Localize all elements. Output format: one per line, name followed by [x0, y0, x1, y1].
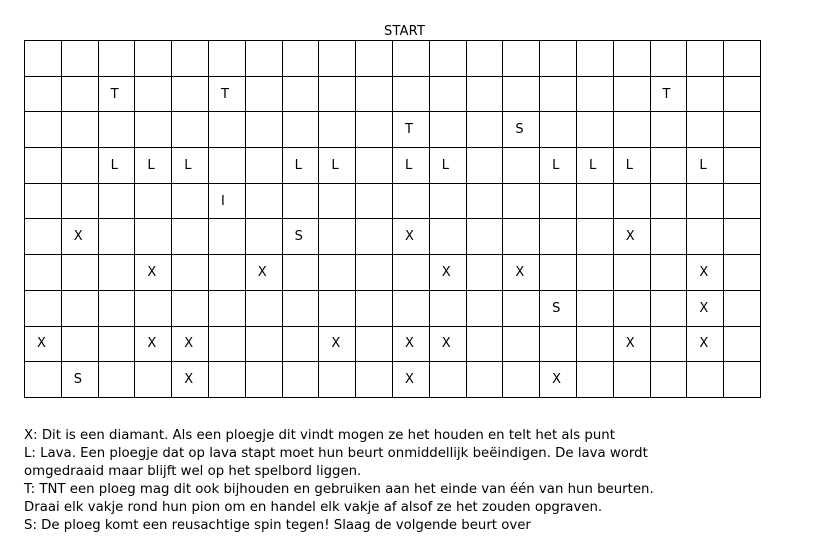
diamond-cell[interactable]: X [687, 290, 724, 326]
empty-cell[interactable] [392, 183, 429, 219]
empty-cell[interactable] [724, 183, 761, 219]
board-row [25, 362, 761, 398]
empty-cell[interactable] [687, 76, 724, 112]
empty-cell[interactable] [245, 112, 282, 148]
empty-cell[interactable] [319, 290, 356, 326]
empty-cell[interactable] [392, 41, 429, 77]
tnt-cell[interactable]: T [98, 76, 135, 112]
empty-cell[interactable] [429, 112, 466, 148]
board-row [25, 41, 761, 77]
empty-cell[interactable] [724, 76, 761, 112]
empty-cell[interactable] [466, 41, 503, 77]
empty-cell[interactable] [61, 326, 98, 362]
lava-cell[interactable]: L [135, 148, 172, 184]
empty-cell[interactable] [245, 41, 282, 77]
empty-cell[interactable] [613, 290, 650, 326]
empty-cell[interactable] [724, 326, 761, 362]
tnt-cell[interactable]: T [208, 76, 245, 112]
legend-line-lava: L: Lava. Een ploegje dat op lava stapt moet hun beurt onmiddellijk beëindigen. De lava wordt [24, 446, 648, 461]
diamond-cell[interactable]: X [613, 326, 650, 362]
empty-cell[interactable] [503, 362, 540, 398]
empty-cell[interactable] [245, 290, 282, 326]
empty-cell[interactable] [208, 112, 245, 148]
empty-cell[interactable] [25, 112, 62, 148]
empty-cell[interactable] [245, 362, 282, 398]
empty-cell[interactable] [172, 112, 209, 148]
empty-cell[interactable] [466, 290, 503, 326]
empty-cell[interactable] [650, 148, 687, 184]
game-board [24, 40, 761, 398]
empty-cell[interactable] [576, 112, 613, 148]
diamond-cell[interactable]: X [687, 255, 724, 291]
empty-cell[interactable] [172, 219, 209, 255]
empty-cell[interactable] [319, 183, 356, 219]
empty-cell[interactable] [282, 112, 319, 148]
empty-cell[interactable] [356, 290, 393, 326]
diamond-cell[interactable]: X [392, 326, 429, 362]
diamond-cell[interactable]: X [687, 326, 724, 362]
empty-cell[interactable] [135, 362, 172, 398]
diamond-cell[interactable]: X [172, 326, 209, 362]
empty-cell[interactable] [650, 112, 687, 148]
empty-cell[interactable] [135, 290, 172, 326]
empty-cell[interactable] [319, 255, 356, 291]
empty-cell[interactable] [613, 362, 650, 398]
empty-cell[interactable] [319, 76, 356, 112]
board-row [25, 290, 761, 326]
empty-cell[interactable] [98, 112, 135, 148]
empty-cell[interactable] [282, 41, 319, 77]
empty-cell[interactable] [503, 41, 540, 77]
empty-cell[interactable] [25, 41, 62, 77]
empty-cell[interactable] [282, 255, 319, 291]
empty-cell[interactable] [724, 290, 761, 326]
empty-cell[interactable] [25, 290, 62, 326]
empty-cell[interactable] [356, 148, 393, 184]
diamond-cell[interactable]: X [613, 219, 650, 255]
empty-cell[interactable] [61, 41, 98, 77]
empty-cell[interactable] [724, 41, 761, 77]
empty-cell[interactable] [135, 219, 172, 255]
empty-cell[interactable] [650, 183, 687, 219]
empty-cell[interactable] [172, 41, 209, 77]
empty-cell[interactable] [650, 326, 687, 362]
empty-cell[interactable] [282, 326, 319, 362]
empty-cell[interactable] [208, 326, 245, 362]
empty-cell[interactable] [282, 183, 319, 219]
empty-cell[interactable] [540, 183, 577, 219]
start-label: START [384, 24, 426, 39]
empty-cell[interactable] [319, 219, 356, 255]
diamond-cell[interactable]: X [540, 362, 577, 398]
empty-cell[interactable] [392, 290, 429, 326]
empty-cell[interactable] [576, 255, 613, 291]
empty-cell[interactable] [613, 41, 650, 77]
legend-line-diamond: X: Dit is een diamant. Als een ploegje dit vindt mogen ze het houden en telt het als punt [24, 428, 615, 443]
diamond-cell[interactable]: X [25, 326, 62, 362]
empty-cell[interactable] [356, 112, 393, 148]
diamond-cell[interactable]: X [172, 362, 209, 398]
marker-cell[interactable]: I [208, 183, 245, 219]
empty-cell[interactable] [245, 148, 282, 184]
empty-cell[interactable] [172, 290, 209, 326]
empty-cell[interactable] [392, 76, 429, 112]
spider-cell[interactable]: S [282, 219, 319, 255]
empty-cell[interactable] [429, 362, 466, 398]
empty-cell[interactable] [576, 76, 613, 112]
empty-cell[interactable] [613, 112, 650, 148]
empty-cell[interactable] [98, 41, 135, 77]
empty-cell[interactable] [466, 219, 503, 255]
empty-cell[interactable] [25, 76, 62, 112]
diamond-cell[interactable]: X [319, 326, 356, 362]
empty-cell[interactable] [724, 255, 761, 291]
empty-cell[interactable] [208, 290, 245, 326]
empty-cell[interactable] [650, 219, 687, 255]
empty-cell[interactable] [540, 112, 577, 148]
empty-cell[interactable] [724, 362, 761, 398]
empty-cell[interactable] [208, 255, 245, 291]
empty-cell[interactable] [135, 112, 172, 148]
empty-cell[interactable] [356, 76, 393, 112]
empty-cell[interactable] [687, 183, 724, 219]
empty-cell[interactable] [687, 219, 724, 255]
empty-cell[interactable] [540, 41, 577, 77]
empty-cell[interactable] [466, 183, 503, 219]
legend-line-tnt-cont: Draai elk vakje rond hun pion om en handel elk vakje af alsof ze het zouden opgraven. [24, 500, 603, 515]
empty-cell[interactable] [466, 112, 503, 148]
empty-cell[interactable] [245, 183, 282, 219]
empty-cell[interactable] [61, 290, 98, 326]
empty-cell[interactable] [356, 362, 393, 398]
empty-cell[interactable] [356, 183, 393, 219]
empty-cell[interactable] [503, 76, 540, 112]
empty-cell[interactable] [687, 112, 724, 148]
board-row [25, 183, 761, 219]
empty-cell[interactable] [319, 41, 356, 77]
empty-cell[interactable] [540, 219, 577, 255]
empty-cell[interactable] [208, 219, 245, 255]
diamond-cell[interactable]: X [503, 255, 540, 291]
empty-cell[interactable] [208, 362, 245, 398]
empty-cell[interactable] [576, 362, 613, 398]
legend-line-tnt: T: TNT een ploeg mag dit ook bijhouden en gebruiken aan het einde van één van hun beurten. [24, 482, 654, 497]
empty-cell[interactable] [503, 148, 540, 184]
empty-cell[interactable] [98, 362, 135, 398]
empty-cell[interactable] [98, 290, 135, 326]
empty-cell[interactable] [98, 183, 135, 219]
empty-cell[interactable] [172, 255, 209, 291]
diamond-cell[interactable]: X [61, 219, 98, 255]
empty-cell[interactable] [61, 255, 98, 291]
empty-cell[interactable] [282, 362, 319, 398]
empty-cell[interactable] [540, 76, 577, 112]
empty-cell[interactable] [650, 362, 687, 398]
lava-cell[interactable]: L [282, 148, 319, 184]
board-row [25, 255, 761, 291]
lava-cell[interactable]: L [319, 148, 356, 184]
empty-cell[interactable] [172, 183, 209, 219]
empty-cell[interactable] [319, 112, 356, 148]
empty-cell[interactable] [576, 219, 613, 255]
lava-cell[interactable]: L [172, 148, 209, 184]
empty-cell[interactable] [687, 362, 724, 398]
empty-cell[interactable] [356, 219, 393, 255]
spider-cell[interactable]: S [61, 362, 98, 398]
empty-cell[interactable] [61, 112, 98, 148]
empty-cell[interactable] [650, 255, 687, 291]
empty-cell[interactable] [98, 326, 135, 362]
empty-cell[interactable] [25, 362, 62, 398]
diamond-cell[interactable]: X [135, 326, 172, 362]
empty-cell[interactable] [61, 183, 98, 219]
board-row [25, 219, 761, 255]
empty-cell[interactable] [392, 255, 429, 291]
empty-cell[interactable] [25, 255, 62, 291]
empty-cell[interactable] [135, 76, 172, 112]
empty-cell[interactable] [613, 255, 650, 291]
empty-cell[interactable] [466, 148, 503, 184]
empty-cell[interactable] [687, 41, 724, 77]
lava-cell[interactable]: L [98, 148, 135, 184]
empty-cell[interactable] [98, 219, 135, 255]
legend [24, 427, 814, 535]
empty-cell[interactable] [282, 290, 319, 326]
legend-line-lava-cont: omgedraaid maar blijft wel op het spelbord liggen. [24, 464, 362, 479]
diamond-cell[interactable]: X [135, 255, 172, 291]
empty-cell[interactable] [576, 183, 613, 219]
empty-cell[interactable] [429, 290, 466, 326]
empty-cell[interactable] [650, 290, 687, 326]
empty-cell[interactable] [576, 290, 613, 326]
tnt-cell[interactable]: T [650, 76, 687, 112]
empty-cell[interactable] [540, 326, 577, 362]
diamond-cell[interactable]: X [392, 362, 429, 398]
empty-cell[interactable] [503, 219, 540, 255]
empty-cell[interactable] [61, 148, 98, 184]
empty-cell[interactable] [429, 219, 466, 255]
spider-cell[interactable]: S [540, 290, 577, 326]
empty-cell[interactable] [429, 183, 466, 219]
lava-cell[interactable]: L [392, 148, 429, 184]
empty-cell[interactable] [724, 148, 761, 184]
empty-cell[interactable] [245, 76, 282, 112]
lava-cell[interactable]: L [613, 148, 650, 184]
empty-cell[interactable] [356, 41, 393, 77]
empty-cell[interactable] [576, 41, 613, 77]
empty-cell[interactable] [429, 76, 466, 112]
lava-cell[interactable]: L [687, 148, 724, 184]
empty-cell[interactable] [208, 41, 245, 77]
board-row [25, 112, 761, 148]
empty-cell[interactable] [503, 183, 540, 219]
empty-cell[interactable] [356, 255, 393, 291]
empty-cell[interactable] [25, 148, 62, 184]
empty-cell[interactable] [25, 219, 62, 255]
diamond-cell[interactable]: X [429, 326, 466, 362]
legend-line-spider: S: De ploeg komt een reusachtige spin tegen! Slaag de volgende beurt over [24, 518, 531, 533]
board-row [25, 326, 761, 362]
board-row [25, 148, 761, 184]
spider-cell[interactable]: S [503, 112, 540, 148]
board-row [25, 76, 761, 112]
empty-cell[interactable] [429, 41, 466, 77]
diamond-cell[interactable]: X [392, 219, 429, 255]
empty-cell[interactable] [245, 219, 282, 255]
empty-cell[interactable] [650, 41, 687, 77]
empty-cell[interactable] [282, 76, 319, 112]
empty-cell[interactable] [724, 219, 761, 255]
empty-cell[interactable] [466, 255, 503, 291]
lava-cell[interactable]: L [429, 148, 466, 184]
empty-cell[interactable] [503, 326, 540, 362]
diamond-cell[interactable]: X [245, 255, 282, 291]
empty-cell[interactable] [356, 326, 393, 362]
tnt-cell[interactable]: T [392, 112, 429, 148]
empty-cell[interactable] [613, 183, 650, 219]
lava-cell[interactable]: L [540, 148, 577, 184]
empty-cell[interactable] [540, 255, 577, 291]
empty-cell[interactable] [61, 76, 98, 112]
empty-cell[interactable] [245, 326, 282, 362]
empty-cell[interactable] [135, 183, 172, 219]
empty-cell[interactable] [503, 290, 540, 326]
empty-cell[interactable] [25, 183, 62, 219]
empty-cell[interactable] [466, 76, 503, 112]
diamond-cell[interactable]: X [429, 255, 466, 291]
empty-cell[interactable] [172, 76, 209, 112]
empty-cell[interactable] [576, 326, 613, 362]
empty-cell[interactable] [319, 362, 356, 398]
empty-cell[interactable] [98, 255, 135, 291]
empty-cell[interactable] [613, 76, 650, 112]
empty-cell[interactable] [724, 112, 761, 148]
empty-cell[interactable] [466, 362, 503, 398]
lava-cell[interactable]: L [576, 148, 613, 184]
empty-cell[interactable] [466, 326, 503, 362]
empty-cell[interactable] [208, 148, 245, 184]
empty-cell[interactable] [135, 41, 172, 77]
